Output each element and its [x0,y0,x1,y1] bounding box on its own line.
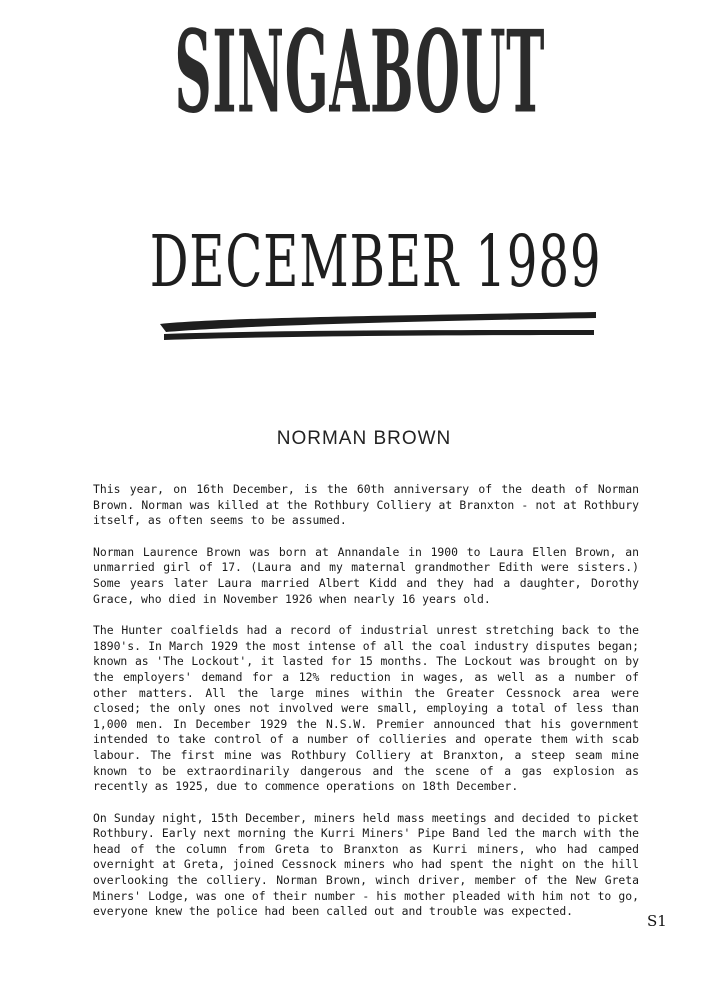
article-paragraph: On Sunday night, 15th December, miners held mass meetings and decided to picket Rothbury. Early next morning the Kurri Miners' Pipe Band led the march with the head of the column from Greta to Branxton as Kurri miners, who had camped overnight at Greta, joined Cessnock miners who had spent the night on the hill overlooking the colliery. Norman Brown, winch driver, member of the New Greta Miners' Lodge, was one of their number - his mother pleaded with him not to go, everyone knew the police had been called out and trouble was expected. [93,810,639,919]
article-title: NORMAN BROWN [276,428,452,449]
issue-date-text: DECEMBER 1989 [150,219,602,304]
masthead-title: SINGABOUT [174,7,546,140]
article-paragraph: The Hunter coalfields had a record of industrial unrest stretching back to the 1890's. In March 1929 the most intense of all the coal industry disputes began; known as 'The Lockout', it lasted for 15 months. The Lockout was brought on by the employers' demand for a 12% reduction in wages, as well as a number of other matters. All the large mines within the Greater Cessnock area were closed; the only ones not involved were small, employing a total of less than 1,000 men. In December 1929 the N.S.W. Premier announced that his government intended to take control of a number of collieries and operate them with scab labour. The first mine was Rothbury Colliery at Branxton, a steep seam mine known to be extraordinarily dangerous and the scene of a gas explosion as recently as 1925, due to commence operations on 18th December. [93,623,639,794]
article-paragraph: This year, on 16th December, is the 60th anniversary of the death of Norman Brown. Norman was killed at the Rothbury Colliery at Branxton - not at Rothbury itself, as often seems to be assumed. [93,482,639,528]
page-number: S1 [647,912,667,930]
article-paragraph: Norman Laurence Brown was born at Annandale in 1900 to Laura Ellen Brown, an unmarried girl of 17. (Laura and my maternal grandmother Edith were sisters.) Some years later Laura married Albert Kidd and they had a daughter, Dorothy Grace, who died in November 1926 when nearly 16 years old. [93,544,639,606]
date-underline-swash [158,308,598,342]
issue-date [150,212,602,312]
masthead [150,7,570,140]
article-body [93,482,639,936]
